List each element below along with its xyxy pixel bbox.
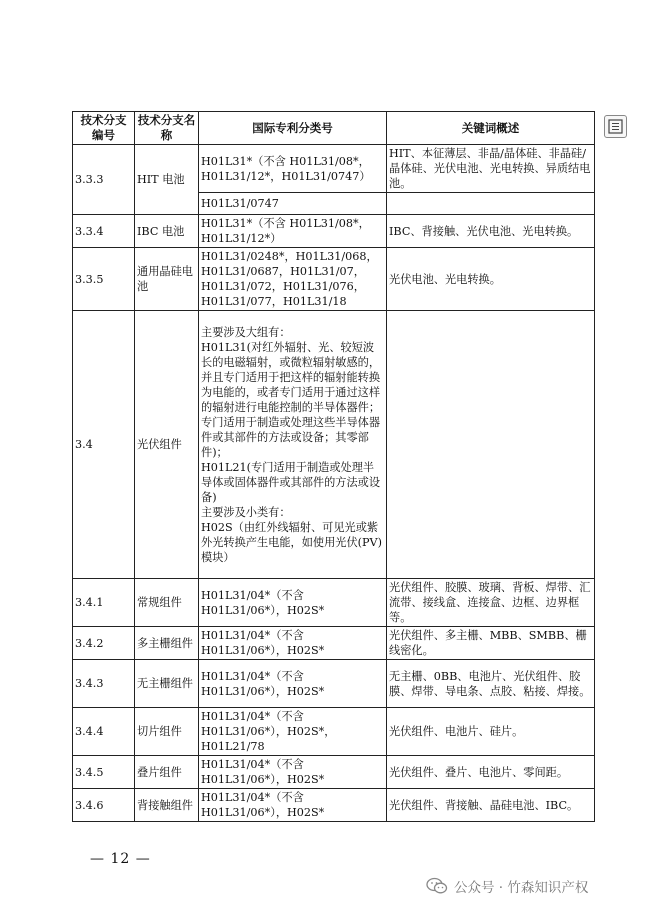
keywords	[387, 193, 595, 215]
branch-number: 3.3.5	[73, 248, 135, 311]
table-row	[73, 145, 595, 193]
table-row	[73, 660, 595, 708]
ipc-codes: H01L31/04*（不含H01L31/06*），H02S*	[199, 756, 387, 789]
branch-number: 3.3.4	[73, 215, 135, 248]
ipc-codes: H01L31/0248*，H01L31/068，H01L31/0687，H01L31/07，H01L31/072，H01L31/076，H01L31/077，H01L31/18	[199, 248, 387, 311]
keywords: IBC、背接触、光伏电池、光电转换。	[387, 215, 595, 248]
table-row	[73, 579, 595, 627]
branch-number: 3.3.3	[73, 145, 135, 215]
keywords: HIT、本征薄层、非晶/晶体硅、非晶硅/晶体硅、光伏电池、光电转换、异质结电池。	[387, 145, 595, 193]
table-row	[73, 627, 595, 660]
branch-name: 切片组件	[135, 708, 199, 756]
branch-name: 常规组件	[135, 579, 199, 627]
branch-name: 通用晶硅电池	[135, 248, 199, 311]
branch-number: 3.4.2	[73, 627, 135, 660]
table-row	[73, 708, 595, 756]
keywords: 无主栅、0BB、电池片、光伏组件、胶膜、焊带、导电条、点胶、粘接、焊接。	[387, 660, 595, 708]
patent-classification-table	[72, 111, 595, 822]
ipc-codes: H01L31/04*（不含H01L31/06*），H02S*	[199, 789, 387, 822]
ipc-codes: H01L31/04*（不含H01L31/06*），H02S*	[199, 579, 387, 627]
header-branch-name: 技术分支名称	[135, 112, 199, 145]
branch-number: 3.4.5	[73, 756, 135, 789]
header-branch-number: 技术分支编号	[73, 112, 135, 145]
table-row	[73, 789, 595, 822]
ipc-codes: H01L31/04*（不含H01L31/06*），H02S*，H01L21/78	[199, 708, 387, 756]
keywords: 光伏电池、光电转换。	[387, 248, 595, 311]
branch-name: 无主栅组件	[135, 660, 199, 708]
branch-number: 3.4.6	[73, 789, 135, 822]
branch-name: 叠片组件	[135, 756, 199, 789]
branch-name: IBC 电池	[135, 215, 199, 248]
header-keywords: 关键词概述	[387, 112, 595, 145]
table-header-row	[73, 112, 595, 145]
branch-name: 背接触组件	[135, 789, 199, 822]
table-row	[73, 311, 595, 579]
table-row	[73, 215, 595, 248]
ipc-codes: H01L31/04*（不含H01L31/06*），H02S*	[199, 627, 387, 660]
ipc-codes: H01L31/04*（不含H01L31/06*），H02S*	[199, 660, 387, 708]
keywords: 光伏组件、叠片、电池片、零间距。	[387, 756, 595, 789]
branch-number: 3.4.4	[73, 708, 135, 756]
page-number: — 12 —	[90, 851, 151, 867]
branch-number: 3.4	[73, 311, 135, 579]
keywords: 光伏组件、背接触、晶硅电池、IBC。	[387, 789, 595, 822]
keywords: 光伏组件、胶膜、玻璃、背板、焊带、汇流带、接线盒、连接盒、边框、边界框等。	[387, 579, 595, 627]
header-ipc: 国际专利分类号	[199, 112, 387, 145]
ipc-codes: H01L31/0747	[199, 193, 387, 215]
ipc-codes: 主要涉及大组有： H01L31(对红外辐射、光、较短波长的电磁辐射，或微粒辐射敏感的，并且专门适用于把这样的辐射能转换为电能的，或者专门适用于通过这样的辐射进行电能控制的半导体器件；专门适用于制造或处理这些半导体器件或其部件的方法或设备；其零部件)； H01L21(专门适用于制造或处理半导体或固体器件或其部件的方法或设备) 主要涉及小类有： H02S（由红外线辐射、可见光或紫外光转换产生电能，如使用光伏(PV)模块）	[199, 311, 387, 579]
branch-number: 3.4.3	[73, 660, 135, 708]
keywords	[387, 311, 595, 579]
branch-number: 3.4.1	[73, 579, 135, 627]
branch-name: 光伏组件	[135, 311, 199, 579]
watermark	[426, 876, 588, 896]
ipc-codes: H01L31*（不含 H01L31/08*，H01L31/12*，H01L31/0747）	[199, 145, 387, 193]
reader-mode-icon[interactable]	[604, 115, 627, 138]
watermark-text: 公众号 · 竹森知识产权	[454, 880, 589, 896]
table-row	[73, 756, 595, 789]
branch-name: HIT 电池	[135, 145, 199, 215]
keywords: 光伏组件、多主栅、MBB、SMBB、栅线密化。	[387, 627, 595, 660]
branch-name: 多主栅组件	[135, 627, 199, 660]
wechat-icon	[426, 877, 448, 895]
ipc-codes: H01L31*（不含 H01L31/08*，H01L31/12*）	[199, 215, 387, 248]
table-row	[73, 248, 595, 311]
keywords: 光伏组件、电池片、硅片。	[387, 708, 595, 756]
